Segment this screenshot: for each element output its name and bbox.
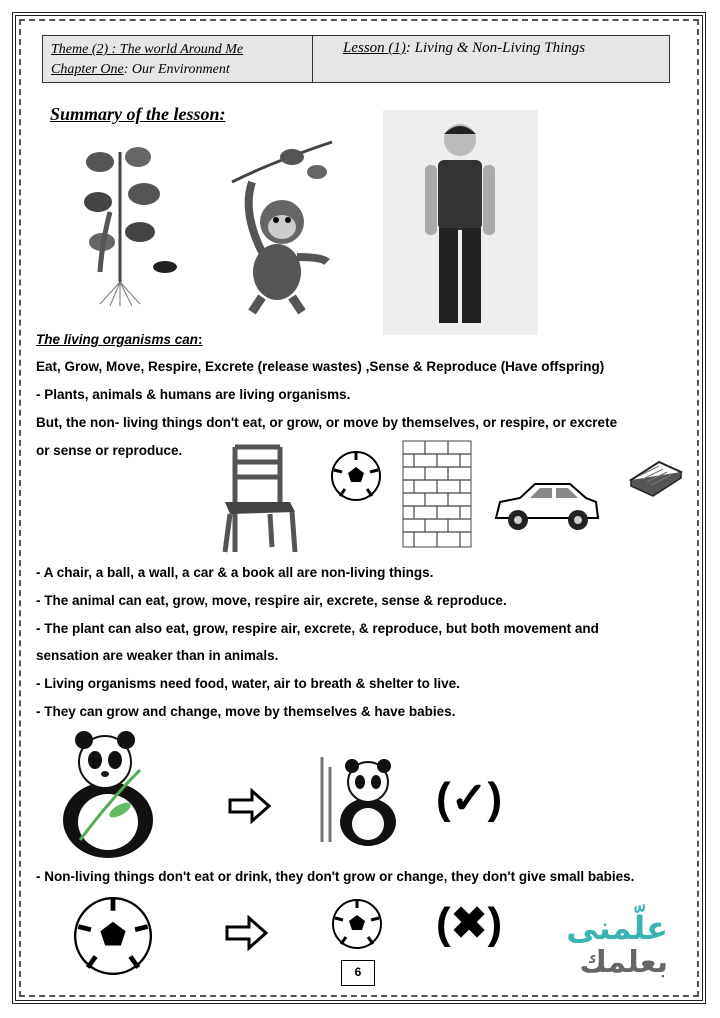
publisher-logo [538,910,668,980]
living-heading: The living organisms can: [36,332,203,347]
page-number: 6 [341,960,375,986]
arrow-icon [228,788,272,824]
panda-icon [50,730,165,860]
nonliving-line: - Non-living things don't eat or drink, they don't grow or change, they don't give small babies. [36,869,635,884]
theme-title: Theme (2) : The world Around Me [51,42,244,57]
ball-icon [331,898,383,950]
living-line-2: - Plants, animals & humans are living organisms. [36,387,351,402]
living-line-4: or sense or reproduce. [36,443,183,458]
fact-line-2: - The animal can eat, grow, move, respire air, excrete, sense & reproduce. [36,593,507,608]
monkey-icon [222,132,342,317]
car-icon [490,470,602,540]
fact-line-6: - They can grow and change, move by themselves & have babies. [36,704,456,719]
lesson-label: Lesson (1) [343,40,406,56]
cross-mark: (✖) [436,899,503,948]
logo-line-2: بعلمك [579,945,668,980]
panda-icon [310,752,402,847]
man-icon [383,110,538,335]
fact-line-5: - Living organisms need food, water, air to breath & shelter to live. [36,676,460,691]
ball-icon [330,450,382,502]
living-line-3: But, the non- living things don't eat, or grow, or move by themselves, or respire, or excrete [36,415,618,430]
chapter-label: Chapter One [51,62,124,77]
lesson-name: : Living & Non-Living Things [405,40,586,56]
plant-icon [70,132,190,307]
book-icon [627,450,685,498]
header-theme-cell [43,36,313,82]
chair-icon [220,442,300,554]
check-mark: (✓) [436,774,503,823]
wall-icon [402,440,472,548]
chapter-name: : Our Environment [123,62,230,77]
fact-line-3: - The plant can also eat, grow, respire air, excrete, & reproduce, but both movement and [36,621,599,636]
lesson-header [42,35,670,83]
summary-title: Summary of the lesson: [50,104,226,124]
header-lesson-cell [313,36,669,82]
living-line-1: Eat, Grow, Move, Respire, Excrete (release wastes) ,Sense & Reproduce (Have offspring) [36,359,605,374]
fact-line-1: - A chair, a ball, a wall, a car & a book all are non-living things. [36,565,434,580]
ball-icon [72,895,154,977]
logo-line-1: علّمنى [566,909,668,947]
fact-line-4: sensation are weaker than in animals. [36,648,279,663]
arrow-icon [225,915,269,951]
